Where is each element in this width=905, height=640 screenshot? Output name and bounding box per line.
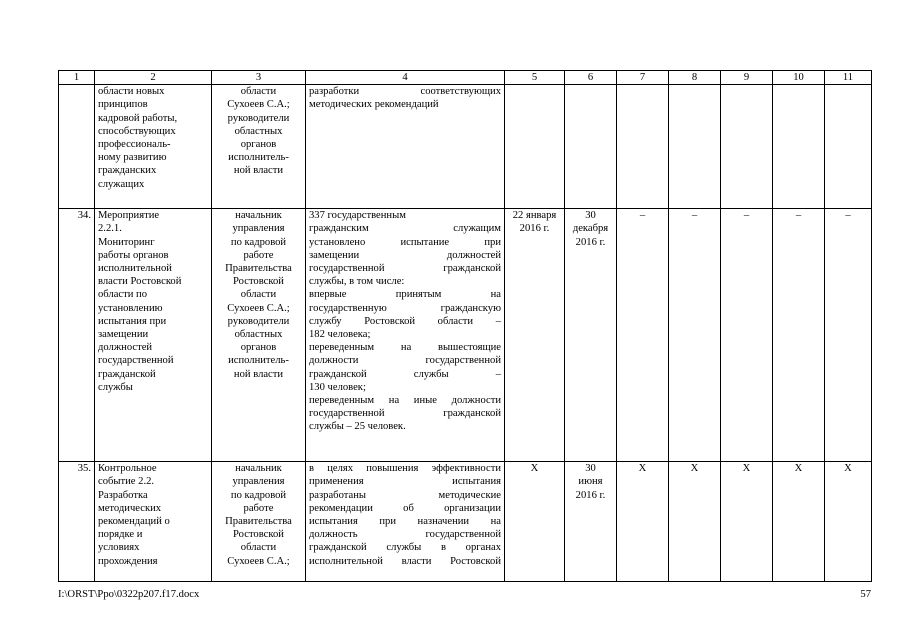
plan-table: [58, 70, 872, 582]
cell-line: установлению: [98, 302, 163, 314]
cell-line: разработки соответствующих: [309, 86, 501, 98]
cell-line: областных: [234, 329, 283, 341]
cell-line: X: [530, 463, 539, 475]
cell-line: службы, в том числе:: [309, 276, 405, 288]
cell-line: ной власти: [233, 368, 284, 380]
cell-line: событие 2.2.: [98, 476, 155, 488]
cell-line: должностей: [98, 342, 153, 354]
cell-line: испытания при: [98, 315, 167, 327]
cell-line: начальник: [235, 463, 282, 475]
cell-line: 2016 г.: [575, 489, 606, 501]
cell-line: гражданской службы –: [309, 368, 501, 380]
footer-file-path: I:\ORST\Ppo\0322p207.f17.docx: [58, 589, 200, 600]
cell-line: июня: [578, 476, 603, 488]
cell-line: Контрольное: [98, 463, 157, 475]
end-date-cell: [565, 85, 617, 209]
value-cell: –: [669, 209, 721, 462]
cell-line: Ростовской: [233, 276, 284, 288]
cell-line: государственной: [98, 355, 174, 367]
cell-line: по кадровой: [230, 489, 287, 501]
cell-line: области новых: [98, 86, 165, 98]
cell-line: установлено испытание при: [309, 236, 501, 248]
cell-line: 30: [585, 210, 596, 222]
cell-line: кадровой работы,: [98, 112, 178, 124]
cell-line: органов: [240, 139, 277, 151]
cell-line: Сухоеев С.А.;: [227, 302, 290, 314]
event-name-cell: [95, 462, 212, 582]
header-cell: 4: [306, 71, 505, 85]
cell-line: органов: [240, 342, 277, 354]
value-cell: –: [825, 209, 872, 462]
cell-line: руководители: [227, 112, 290, 124]
cell-line: должности государственной: [309, 355, 501, 367]
cell-line: замещении: [98, 329, 149, 341]
event-name-cell: [95, 209, 212, 462]
header-cell: 6: [565, 71, 617, 85]
cell-line: декабря: [572, 223, 609, 235]
cell-line: замещении должностей: [309, 249, 501, 261]
start-date-cell: [505, 209, 565, 462]
cell-line: по кадровой: [230, 236, 287, 248]
value-cell: –: [773, 209, 825, 462]
cell-line: государственной гражданской: [309, 263, 501, 275]
cell-line: переведенным на иные должности: [309, 395, 501, 407]
cell-line: работе: [243, 249, 274, 261]
result-cell: [306, 85, 505, 209]
cell-line: 337 государственным: [309, 210, 406, 222]
value-cell: [721, 85, 773, 209]
cell-line: переведенным на вышестоящие: [309, 342, 501, 354]
cell-line: 2016 г.: [575, 236, 606, 248]
cell-line: исполнительной власти Ростовской: [309, 555, 501, 567]
cell-line: Разработка: [98, 489, 148, 501]
cell-line: руководители: [227, 315, 290, 327]
cell-line: 2.2.1.: [98, 223, 122, 235]
cell-line: 22 января: [512, 210, 557, 222]
header-cell: 11: [825, 71, 872, 85]
cell-line: областных: [234, 125, 283, 137]
cell-line: испытания при назначении на: [309, 516, 501, 528]
end-date-cell: [565, 209, 617, 462]
cell-line: Правительства: [225, 263, 292, 275]
header-cell: 9: [721, 71, 773, 85]
row-number-cell: [59, 85, 95, 209]
cell-line: методических рекомендаций: [309, 99, 439, 111]
header-cell: 1: [59, 71, 95, 85]
cell-line: Ростовской: [233, 529, 284, 541]
cell-line: Сухоеев С.А.;: [227, 555, 290, 567]
cell-line: исполнитель-: [228, 355, 289, 367]
table-row: [59, 85, 872, 209]
cell-line: профессиональ-: [98, 139, 171, 151]
cell-line: Мероприятие: [98, 210, 160, 222]
cell-line: рекомендации об организации: [309, 502, 501, 514]
cell-line: разработаны методические: [309, 489, 501, 501]
result-cell: [306, 462, 505, 582]
cell-line: порядке и: [98, 529, 143, 541]
row-number-cell: 34.: [59, 209, 95, 462]
value-cell: X: [721, 462, 773, 582]
value-cell: X: [669, 462, 721, 582]
cell-line: исполнитель-: [228, 152, 289, 164]
value-cell: [669, 85, 721, 209]
value-cell: [773, 85, 825, 209]
cell-line: гражданской: [98, 368, 156, 380]
cell-line: области: [240, 86, 277, 98]
cell-line: государственной гражданской: [309, 408, 501, 420]
cell-line: служащих: [98, 178, 145, 190]
value-cell: X: [617, 462, 669, 582]
cell-line: 30: [585, 463, 596, 475]
cell-line: управления: [232, 223, 285, 235]
cell-line: исполнительной: [98, 263, 172, 275]
event-name-cell: [95, 85, 212, 209]
header-cell: 7: [617, 71, 669, 85]
value-cell: X: [773, 462, 825, 582]
start-date-cell: [505, 462, 565, 582]
cell-line: власти Ростовской: [98, 276, 182, 288]
cell-line: службу Ростовской области –: [309, 315, 501, 327]
cell-line: впервые принятым на: [309, 289, 501, 301]
cell-line: Сухоеев С.А.;: [227, 99, 290, 111]
header-cell: 2: [95, 71, 212, 85]
header-cell: 5: [505, 71, 565, 85]
cell-line: гражданским служащим: [309, 223, 501, 235]
cell-line: управления: [232, 476, 285, 488]
cell-line: службы: [98, 381, 133, 393]
cell-line: рекомендаций о: [98, 516, 170, 528]
start-date-cell: [505, 85, 565, 209]
cell-line: Правительства: [225, 516, 292, 528]
cell-line: методических: [98, 502, 162, 514]
cell-line: области по: [98, 289, 148, 301]
cell-line: области: [240, 289, 277, 301]
result-cell: [306, 209, 505, 462]
cell-line: работе: [243, 502, 274, 514]
cell-line: работы органов: [98, 249, 169, 261]
value-cell: –: [617, 209, 669, 462]
end-date-cell: [565, 462, 617, 582]
cell-line: ному развитию: [98, 152, 167, 164]
cell-line: прохождения: [98, 555, 158, 567]
cell-line: должность государственной: [309, 529, 501, 541]
cell-line: 130 человек;: [309, 381, 366, 393]
table-row: [59, 462, 872, 582]
row-number-cell: 35.: [59, 462, 95, 582]
value-cell: [617, 85, 669, 209]
header-cell: 8: [669, 71, 721, 85]
footer-page-number: 57: [860, 589, 871, 600]
cell-line: принципов: [98, 99, 148, 111]
responsible-cell: [212, 209, 306, 462]
cell-line: области: [240, 542, 277, 554]
cell-line: 2016 г.: [519, 223, 550, 235]
cell-line: государственную гражданскую: [309, 302, 501, 314]
cell-line: Мониторинг: [98, 236, 155, 248]
header-row: [59, 71, 872, 85]
cell-line: ной власти: [233, 165, 284, 177]
cell-line: 182 человека;: [309, 329, 371, 341]
cell-line: гражданских: [98, 165, 157, 177]
responsible-cell: [212, 85, 306, 209]
responsible-cell: [212, 462, 306, 582]
cell-line: применения испытания: [309, 476, 501, 488]
header-cell: 3: [212, 71, 306, 85]
value-cell: –: [721, 209, 773, 462]
cell-line: в целях повышения эффективности: [309, 463, 501, 475]
cell-line: способствующих: [98, 125, 176, 137]
value-cell: [825, 85, 872, 209]
cell-line: гражданской службы в органах: [309, 542, 501, 554]
cell-line: службы – 25 человек.: [309, 421, 406, 433]
cell-line: условиях: [98, 542, 140, 554]
table-row: [59, 209, 872, 462]
cell-line: начальник: [235, 210, 282, 222]
header-cell: 10: [773, 71, 825, 85]
value-cell: X: [825, 462, 872, 582]
